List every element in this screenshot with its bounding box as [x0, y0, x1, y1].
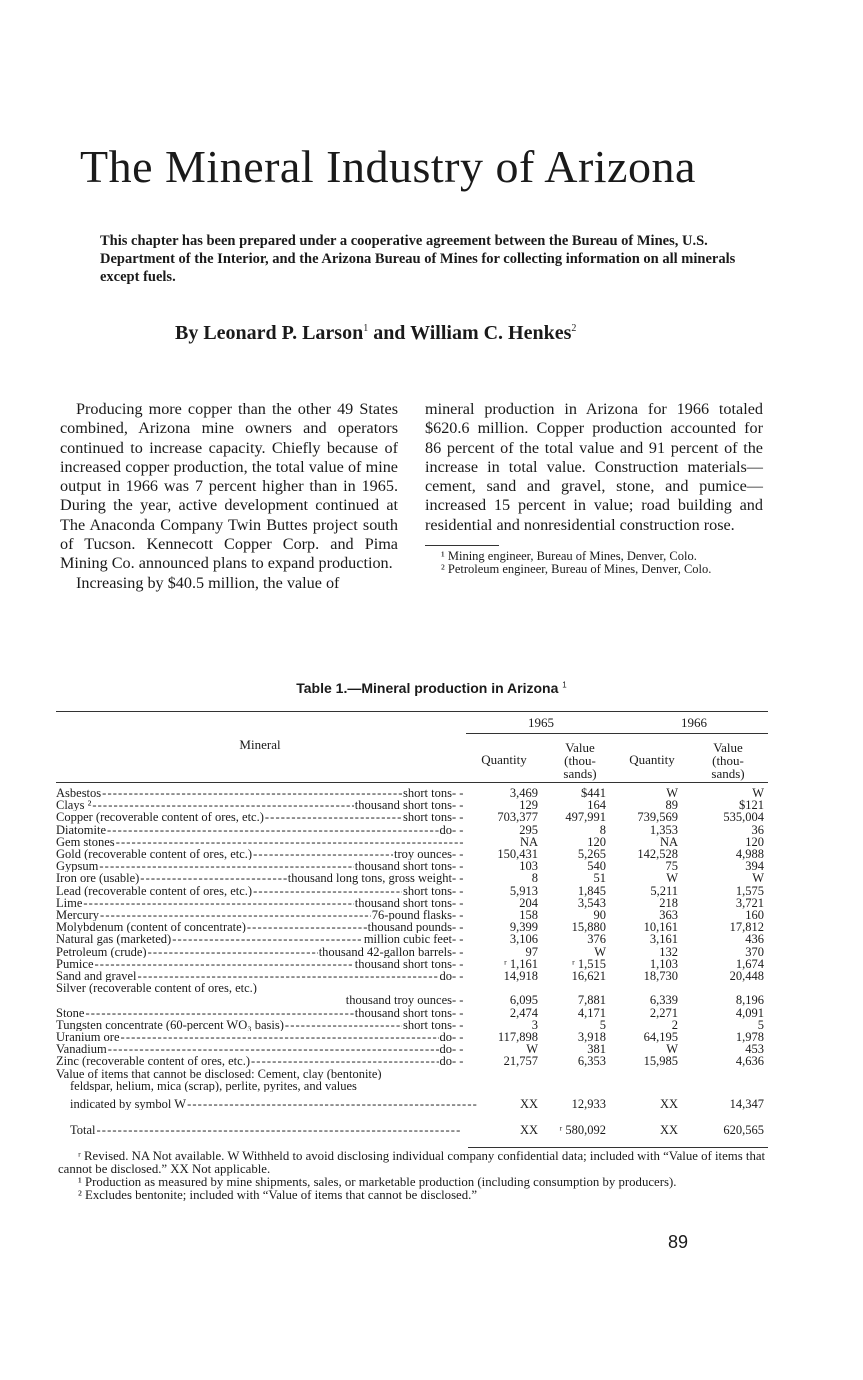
table-cell: 4,988	[735, 847, 764, 862]
table-cell: XX	[659, 1097, 678, 1112]
mineral-name: Copper (recoverable content of ores, etc.)	[56, 811, 264, 824]
mineral-name-cell	[56, 872, 466, 884]
mineral-name-cell	[56, 885, 466, 897]
table-cell: W	[594, 944, 606, 959]
table-cell: 6,095	[509, 993, 538, 1008]
mineral-name: Gold (recoverable content of ores, etc.)	[56, 848, 253, 861]
table-footnotes	[58, 1150, 770, 1202]
byline-and: and	[373, 322, 406, 344]
table-cell: 3,543	[577, 895, 606, 910]
table-cell	[466, 1080, 542, 1092]
header-year-1965: 1965	[528, 715, 554, 730]
table-cell: 164	[587, 798, 606, 813]
table-cell: 51	[593, 871, 606, 886]
table-cell: 160	[745, 908, 764, 923]
mineral-name-cell	[56, 1031, 466, 1043]
mineral-name: Gem stones	[56, 835, 115, 849]
table-cell: 3,918	[577, 1030, 606, 1045]
table-cell: 36	[751, 822, 764, 837]
mineral-name: Sand and gravel	[56, 970, 137, 983]
table-row	[56, 946, 768, 958]
table-row	[56, 970, 768, 982]
mineral-name: Lime	[56, 896, 83, 910]
mineral-name-cell	[56, 1019, 466, 1031]
total-label: Total	[70, 1124, 96, 1137]
mineral-name-cell	[56, 860, 466, 872]
table-cell: 540	[587, 859, 606, 874]
table-cell: 75	[665, 859, 678, 874]
table-cell: 1,575	[735, 883, 764, 898]
table-cell: 3,106	[509, 932, 538, 947]
table-note-2: ² Excludes bentonite; included with “Value of items that cannot be disclosed.”	[78, 1188, 478, 1202]
dot-leader	[108, 1043, 439, 1055]
footnote-1: ¹ Mining engineer, Bureau of Mines, Denver, Colo.	[441, 549, 697, 564]
mineral-unit: thousand pounds	[367, 921, 452, 934]
table-cell: 10,161	[643, 920, 678, 935]
table-cell: 103	[519, 859, 538, 874]
dot-leader	[140, 872, 286, 884]
table-cell: 150,431	[497, 847, 538, 862]
dot-leader	[107, 824, 439, 836]
table-top-rule	[56, 711, 768, 712]
dot-leader	[265, 811, 402, 823]
mineral-name: Zinc (recoverable content of ores, etc.)	[56, 1055, 250, 1068]
dot-leader	[83, 897, 353, 909]
mineral-unit: do	[439, 1031, 452, 1044]
mineral-unit: thousand short tons	[354, 896, 452, 910]
table-cell: ʳ 580,092	[559, 1123, 606, 1138]
mineral-name: Pumice	[56, 957, 94, 971]
table-cell: 497,991	[565, 810, 606, 825]
mineral-name-cell	[56, 909, 466, 921]
table-cell: 204	[519, 895, 538, 910]
table-cell: 3,469	[509, 786, 538, 800]
table-cell: 3,161	[649, 932, 678, 947]
mineral-name: Tungsten concentrate (60-percent WO₃ basis)	[56, 1018, 284, 1032]
table-cell: 64,195	[643, 1030, 678, 1045]
dot-leader	[95, 958, 354, 970]
table-cell: 2,474	[509, 1005, 538, 1020]
dot-leader	[85, 1007, 353, 1019]
table-cell: 17,812	[729, 920, 764, 935]
mineral-name: Vanadium	[56, 1043, 107, 1056]
table-cell: 117,898	[497, 1030, 538, 1045]
mineral-name-cell	[56, 787, 466, 799]
dot-leader	[148, 946, 318, 958]
table-cell: W	[752, 871, 764, 886]
table-cell: 90	[593, 908, 606, 923]
table-caption	[0, 680, 863, 696]
page-title: The Mineral Industry of Arizona	[80, 141, 696, 192]
mineral-name-cell	[56, 799, 466, 811]
mineral-name-cell	[56, 897, 466, 909]
mineral-unit: do	[439, 970, 452, 983]
dot-leader	[253, 848, 393, 860]
mineral-unit: thousand troy ounces	[345, 994, 452, 1007]
header-year-rule	[466, 733, 768, 734]
table-cell: W	[526, 1042, 538, 1057]
table-cell: 4,636	[735, 1054, 764, 1069]
table-row	[56, 933, 768, 945]
mineral-name-cell	[56, 1007, 466, 1019]
mineral-name: Uranium ore	[56, 1031, 120, 1044]
table-cell: ʳ 1,161	[504, 956, 538, 971]
dot-leader	[121, 1031, 439, 1043]
byline-prefix: By	[175, 322, 199, 344]
table-cell: 21,757	[503, 1054, 538, 1069]
table-cell: 4,091	[735, 1005, 764, 1020]
table-caption-text: Table 1.—Mineral production in Arizona	[296, 680, 559, 696]
mineral-unit: do	[439, 823, 452, 836]
table-cell: 2	[671, 1017, 678, 1032]
table-cell: 295	[519, 822, 538, 837]
table-cell: 218	[659, 895, 678, 910]
table-cell: 132	[659, 944, 678, 959]
mineral-name-cell	[56, 994, 466, 1006]
table-cell	[692, 1080, 768, 1092]
table-cell: 535,004	[723, 810, 764, 825]
table-row	[56, 787, 768, 799]
table-row	[56, 860, 768, 872]
dot-leader	[138, 970, 439, 982]
table-cell: 142,528	[637, 847, 678, 862]
mineral-name-cell	[56, 1080, 466, 1092]
table-row	[56, 1092, 768, 1110]
table-cell: XX	[659, 1123, 678, 1138]
mineral-unit: troy ounces	[394, 848, 452, 861]
mineral-unit: million cubic feet	[363, 933, 452, 946]
mineral-name: indicated by symbol W	[70, 1098, 187, 1111]
table-cell	[618, 1068, 692, 1080]
total-row	[56, 1110, 768, 1136]
mineral-name-cell	[56, 946, 466, 958]
table-cell: 20,448	[729, 969, 764, 984]
mineral-name-cell	[56, 970, 466, 982]
table-cell: W	[666, 871, 678, 886]
mineral-name: feldspar, helium, mica (scrap), perlite, pyrites, and values	[70, 1079, 357, 1093]
mineral-unit: do	[439, 1043, 452, 1056]
table-note-1: ¹ Production as measured by mine shipments, sales, or marketable production (including consumption by producers).	[78, 1175, 677, 1189]
mineral-name-cell	[56, 1043, 466, 1055]
table-cell: 89	[665, 798, 678, 813]
table-cell	[542, 1068, 618, 1080]
body-column-right	[425, 400, 763, 576]
mineral-unit: thousand long tons, gross weight	[287, 872, 452, 885]
table-cell: 1,103	[649, 956, 678, 971]
table-row	[56, 848, 768, 860]
table-cell: 97	[525, 944, 538, 959]
mineral-name-cell	[56, 958, 466, 970]
table-caption-footnote-ref: 1	[562, 680, 567, 690]
table-cell: 739,569	[637, 810, 678, 825]
mineral-unit: short tons	[403, 811, 452, 824]
table-cell: XX	[519, 1097, 538, 1112]
table-cell: 394	[745, 859, 764, 874]
table-cell: 158	[519, 908, 538, 923]
table-cell: 363	[659, 908, 678, 923]
table-cell: 703,377	[497, 810, 538, 825]
mineral-name: Natural gas (marketed)	[56, 933, 172, 946]
mineral-name: Stone	[56, 1006, 85, 1019]
table-cell: 8	[531, 871, 538, 886]
dot-leader	[102, 787, 402, 799]
mineral-unit: thousand 42-gallon barrels	[318, 945, 452, 958]
mineral-name-cell	[56, 824, 466, 836]
dot-leader	[100, 909, 371, 921]
table-cell: 1,978	[735, 1030, 764, 1045]
mineral-unit: short tons	[403, 787, 452, 800]
table-body	[56, 787, 768, 1136]
table-cell: 1,845	[577, 883, 606, 898]
dot-leader	[99, 860, 353, 872]
dot-leader	[247, 921, 367, 933]
table-cell: 8	[599, 822, 606, 837]
page-number: 89	[668, 1232, 689, 1252]
mineral-unit: short tons	[403, 884, 452, 897]
intro-paragraph: This chapter has been prepared under a cooperative agreement between the Bureau of Mines, U.S. Department of the Interior, and the Arizona Bureau of Mines for collecting information on all minerals except fuels.	[100, 233, 736, 285]
table-cell: 5,265	[577, 847, 606, 862]
table-cell	[618, 1080, 692, 1092]
dot-leader	[285, 1019, 402, 1031]
table-cell	[466, 1068, 542, 1080]
table-cell	[542, 1080, 618, 1092]
table-cell: 14,347	[729, 1097, 764, 1112]
table-cell: XX	[519, 1123, 538, 1138]
mineral-name: Diatomite	[56, 823, 106, 836]
table-cell: W	[666, 786, 678, 800]
table-row	[56, 811, 768, 823]
table-cell: W	[666, 1042, 678, 1057]
author-1-footnote-ref: 1	[363, 323, 369, 334]
total-bottom-rule	[468, 1147, 768, 1148]
mineral-unit: do	[439, 1055, 452, 1068]
body-column-left	[60, 400, 398, 593]
header-quantity-1965: Quantity	[481, 752, 527, 767]
mineral-name: Value of items that cannot be disclosed: Cement, clay (bentonite)	[56, 1067, 382, 1080]
mineral-name-cell	[56, 921, 466, 933]
table-cell: W	[752, 786, 764, 800]
mineral-name-cell	[56, 1068, 466, 1080]
table-note-revised: ʳ Revised. NA Not available. W Withheld to avoid disclosing individual company confidential data; included with “Value of items that cannot be disclosed.” XX Not applicable.	[58, 1149, 766, 1176]
body-paragraph-2: Increasing by $40.5 million, the value of	[76, 573, 340, 592]
table-cell: 436	[745, 932, 764, 947]
mineral-unit: thousand short tons	[354, 799, 452, 812]
table-cell: 15,880	[571, 920, 606, 935]
mineral-unit: thousand short tons	[354, 957, 452, 971]
table-cell: 5	[599, 1017, 606, 1032]
mineral-name: Petroleum (crude)	[56, 945, 147, 958]
table-row	[56, 1055, 768, 1067]
mineral-name: Clays ²	[56, 799, 92, 812]
mineral-name: Gypsum	[56, 860, 99, 873]
table-cell: 5,913	[509, 883, 538, 898]
table-row	[56, 1080, 768, 1092]
dot-leader	[116, 836, 463, 848]
footnote-2: ² Petroleum engineer, Bureau of Mines, Denver, Colo.	[441, 562, 712, 577]
table-cell: 6,339	[649, 993, 678, 1008]
table-row	[56, 872, 768, 884]
table-cell: 3	[531, 1017, 538, 1032]
mineral-name-cell	[56, 933, 466, 945]
table-cell: 6,353	[577, 1054, 606, 1069]
total-label-cell	[56, 1110, 466, 1136]
mineral-name-cell	[56, 811, 466, 823]
header-mineral: Mineral	[239, 737, 281, 752]
table-cell: 381	[587, 1042, 606, 1057]
mineral-name-cell	[56, 1092, 466, 1110]
table-cell: 453	[745, 1042, 764, 1057]
mineral-unit: thousand short tons	[354, 1006, 452, 1019]
table-cell: NA	[519, 834, 538, 849]
table-cell: 620,565	[723, 1123, 764, 1138]
mineral-name-cell	[56, 848, 466, 860]
mineral-unit: short tons	[403, 1018, 452, 1032]
dot-leader	[92, 799, 353, 811]
table-row	[56, 1068, 768, 1080]
mineral-name-cell	[56, 982, 466, 994]
dot-leader	[253, 885, 402, 897]
table-cell: 8,196	[735, 993, 764, 1008]
mineral-name: Iron ore (usable)	[56, 872, 140, 885]
table-cell: 3,721	[735, 895, 764, 910]
dot-leader	[251, 1055, 439, 1067]
table-row	[56, 1007, 768, 1019]
header-year-1966: 1966	[681, 715, 707, 730]
footnote-divider	[425, 545, 499, 546]
table-row	[56, 885, 768, 897]
table-cell: 4,171	[577, 1005, 606, 1020]
table-cell: 370	[745, 944, 764, 959]
table-cell: 2,271	[649, 1005, 678, 1020]
mineral-name: Lead (recoverable content of ores, etc.)	[56, 884, 253, 897]
table-cell: 5	[757, 1017, 764, 1032]
mineral-name: Molybdenum (content of concentrate)	[56, 921, 246, 934]
table-cell: 1,674	[735, 956, 764, 971]
table-cell: 12,933	[571, 1097, 606, 1112]
mineral-unit: thousand short tons	[354, 860, 452, 873]
table-cell: NA	[659, 834, 678, 849]
table-cell: 18,730	[643, 969, 678, 984]
table-cell	[692, 1068, 768, 1080]
mineral-name-cell	[56, 1055, 466, 1067]
table-cell: 120	[745, 834, 764, 849]
body-paragraph-1: Producing more copper than the other 49 States combined, Arizona mine owners and operators continued to increase capacity. Chiefly because of increased copper production, the total value of mine output in 1966 was 7 percent higher than in 1965. During the year, active development continued at The Anaconda Company Twin Buttes project south of Tucson. Kennecott Copper Corp. and Pima Mining Co. announced plans to expand production.	[60, 400, 398, 573]
mineral-name-cell	[56, 836, 466, 848]
dot-leader	[172, 933, 363, 945]
table-cell: 16,621	[571, 969, 606, 984]
table-row	[56, 824, 768, 836]
table-cell: 376	[587, 932, 606, 947]
table-cell: 7,881	[577, 993, 606, 1008]
table-cell: 129	[519, 798, 538, 813]
table-cell: ʳ 1,515	[572, 956, 606, 971]
byline	[175, 322, 695, 345]
mineral-name: Silver (recoverable content of ores, etc.)	[56, 982, 257, 995]
author-2-footnote-ref: 2	[571, 323, 577, 334]
author-2: William C. Henkes	[410, 322, 572, 344]
table-cell: 120	[587, 834, 606, 849]
header-value-1966: Value (thou- sands)	[711, 740, 745, 781]
header-bottom-rule	[56, 782, 768, 783]
table-cell: 15,985	[643, 1054, 678, 1069]
table-cell: 14,918	[503, 969, 538, 984]
header-value-1965: Value (thou- sands)	[563, 740, 597, 781]
mineral-production-table	[56, 787, 768, 1136]
table-cell: $121	[739, 798, 764, 813]
table-cell: 5,211	[650, 883, 678, 898]
table-row	[56, 1031, 768, 1043]
header-quantity-1966: Quantity	[629, 752, 675, 767]
table-row	[56, 994, 768, 1006]
mineral-name: Asbestos	[56, 787, 102, 800]
table-cell: 9,399	[509, 920, 538, 935]
table-cell: $441	[581, 786, 606, 800]
mineral-name: Mercury	[56, 909, 100, 922]
mineral-unit: 76-pound flasks	[371, 909, 452, 922]
table-cell: 1,353	[649, 822, 678, 837]
author-1: Leonard P. Larson	[203, 322, 364, 344]
body-paragraph-2-continued: mineral production in Arizona for 1966 totaled $620.6 million. Copper production accounted for 86 percent of the total value and 91 percent of the increase in total value. Construction materials—cement, sand and gravel, stone, and pumice—increased 15 percent in value; road building and residential and nonresidential construction rose.	[425, 400, 763, 534]
